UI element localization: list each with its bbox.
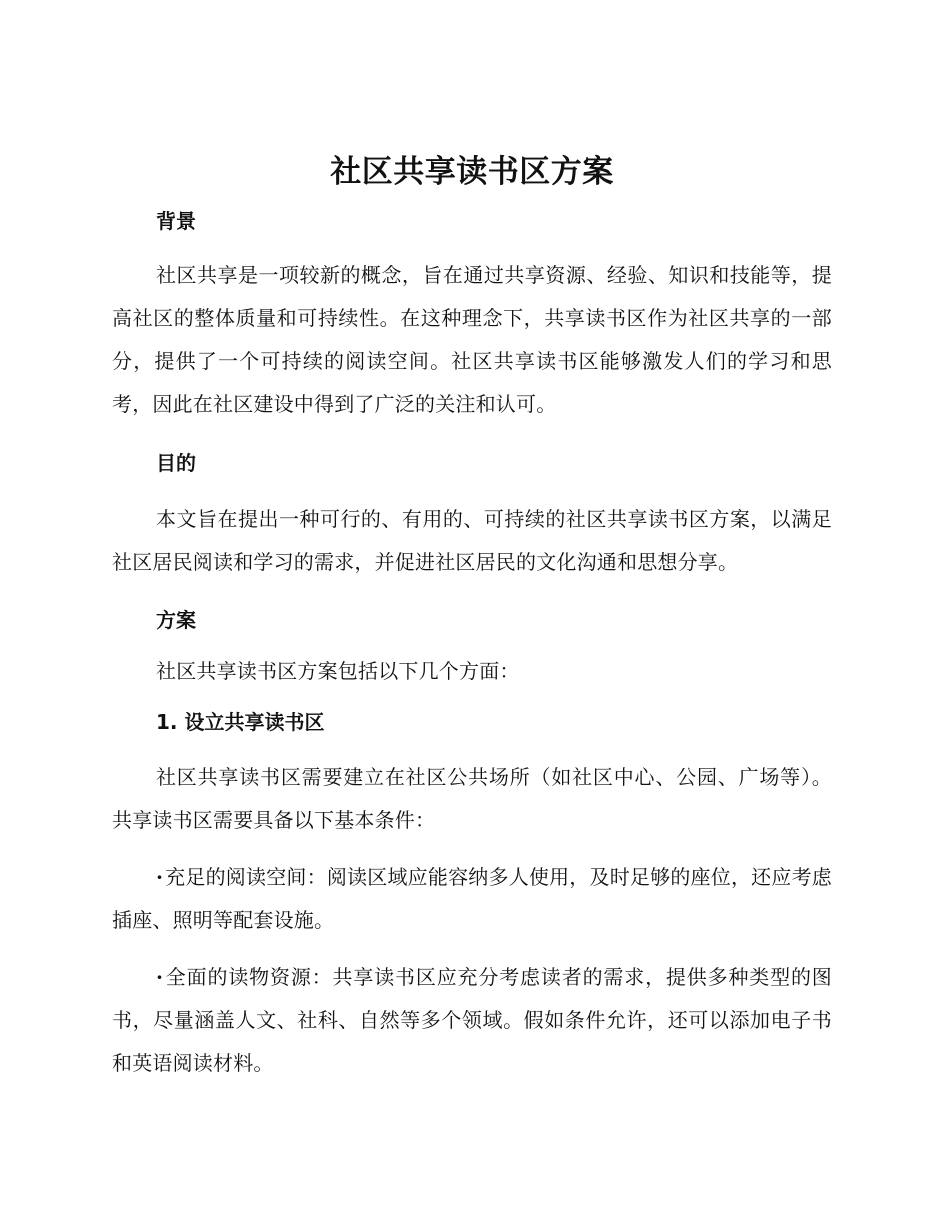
paragraph-plan-intro: 社区共享读书区方案包括以下几个方面：	[156, 659, 520, 683]
paragraph-background: 社区共享是一项较新的概念，旨在通过共享资源、经验、知识和技能等，提高社区的整体质量和可持续性。在这种理念下，共享读书区作为社区共享的一部分，提供了一个可持续的阅读空间。社区共享读书区能够激发人们的学习和思考，因此在社区建设中得到了广泛的关注和认可。	[112, 263, 832, 416]
bullet-text: 充足的阅读空间：阅读区域应能容纳多人使用，及时足够的座位，还应考虑插座、照明等配套设施。	[112, 865, 832, 932]
bullet-item-reading-resources	[112, 956, 832, 1085]
bullet-mark: ·	[156, 965, 164, 989]
document-page	[112, 150, 832, 1085]
paragraph-setup: 社区共享读书区需要建立在社区公共场所（如社区中心、公园、广场等）。共享读书区需要具备以下基本条件：	[112, 765, 832, 832]
section-heading-background: 背景	[156, 209, 196, 233]
section-heading-setup: 1. 设立共享读书区	[156, 710, 325, 734]
section-heading-purpose: 目的	[156, 451, 196, 475]
bullet-mark: ·	[156, 865, 164, 889]
bullet-item-reading-space	[112, 856, 832, 942]
paragraph-purpose: 本文旨在提出一种可行的、有用的、可持续的社区共享读书区方案，以满足社区居民阅读和学习的需求，并促进社区居民的文化沟通和思想分享。	[112, 507, 832, 574]
bullet-text: 全面的读物资源：共享读书区应充分考虑读者的需求，提供多种类型的图书，尽量涵盖人文、社科、自然等多个领域。假如条件允许，还可以添加电子书和英语阅读材料。	[112, 965, 832, 1075]
section-heading-plan: 方案	[156, 608, 196, 632]
document-title: 社区共享读书区方案	[330, 154, 614, 190]
